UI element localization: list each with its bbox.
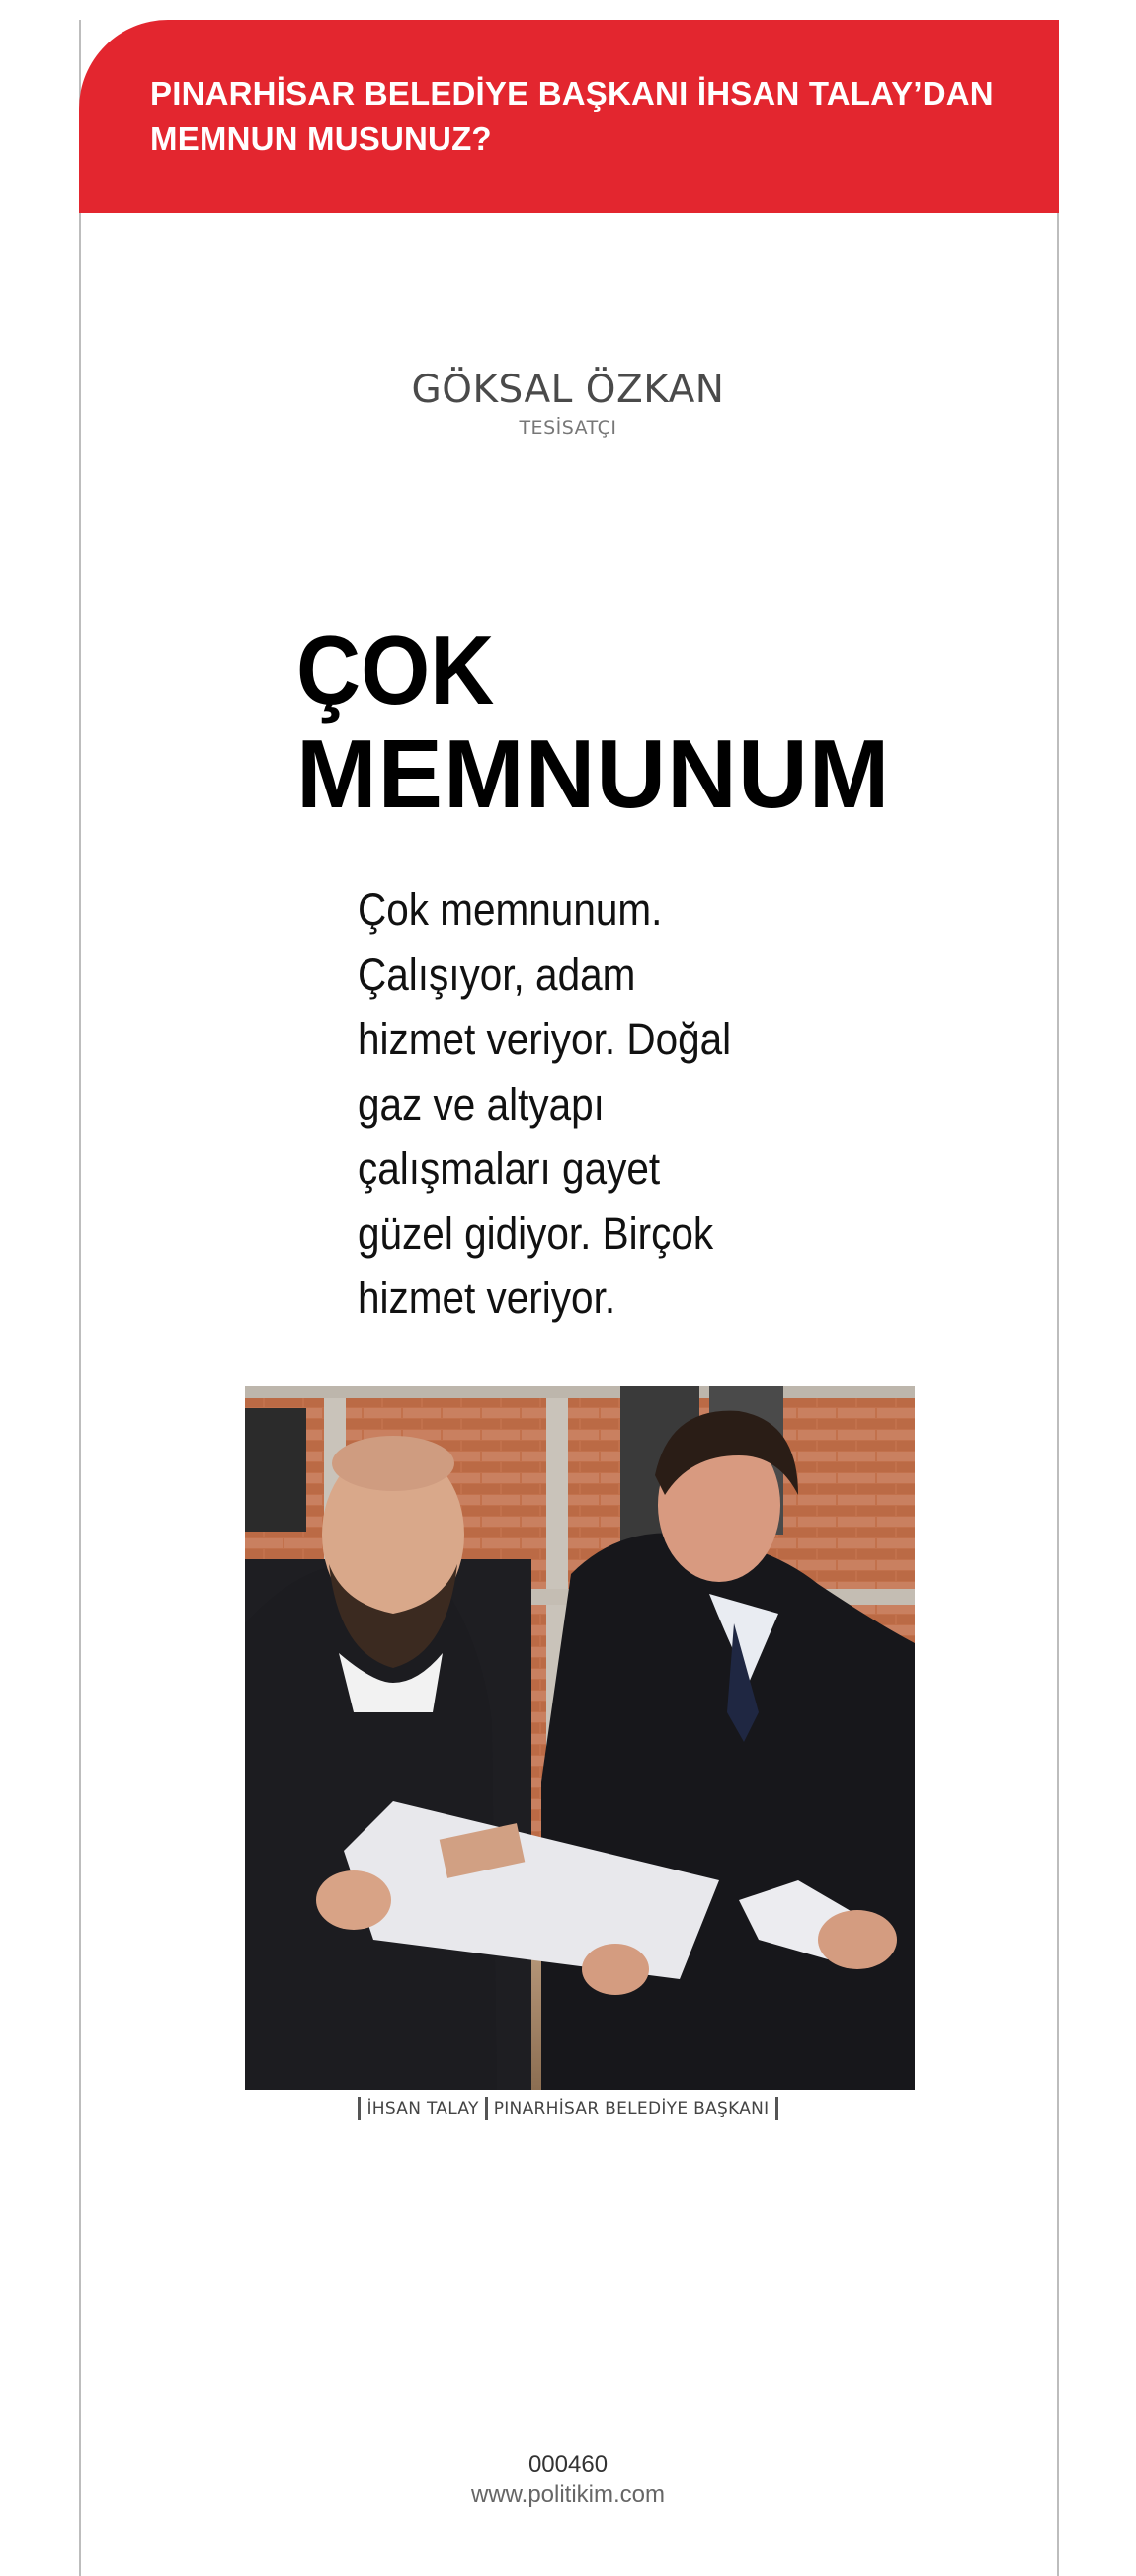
quote-line: hizmet veriyor. <box>358 1273 616 1323</box>
footer <box>0 2451 1136 2510</box>
caption-title: PINARHİSAR BELEDİYE BAŞKANI <box>493 2099 770 2119</box>
footer-code: 000460 <box>527 2451 609 2478</box>
header-title-line1: PINARHİSAR BELEDİYE BAŞKANI İHSAN TALAY’DAN <box>150 75 994 112</box>
header-banner <box>79 20 1059 213</box>
photo-caption <box>0 2097 1136 2120</box>
quote-line: hizmet veriyor. Doğal <box>358 1014 732 1064</box>
headline-line1: ÇOK <box>296 616 495 724</box>
quote-line: çalışmaları gayet <box>358 1143 661 1194</box>
quote-line: Çok memnunum. <box>358 884 663 935</box>
header-title-line2: MEMNUN MUSUNUZ? <box>150 121 492 157</box>
caption-name: İHSAN TALAY <box>366 2099 479 2119</box>
person-name: GÖKSAL ÖZKAN <box>411 368 725 412</box>
news-photo <box>245 1386 915 2090</box>
quote-line: Çalışıyor, adam <box>358 949 636 1000</box>
person-info <box>0 368 1136 439</box>
person-role: TESİSATÇI <box>519 417 617 439</box>
headline-line2: MEMNUNUM <box>296 719 891 828</box>
header-title <box>150 71 1039 162</box>
quote-line: güzel gidiyor. Birçok <box>358 1207 714 1259</box>
caption-divider <box>775 2097 778 2120</box>
caption-divider <box>485 2097 488 2120</box>
footer-site-link[interactable]: www.politikim.com <box>470 2481 666 2508</box>
headline <box>296 616 1047 828</box>
quote-line: gaz ve altyapı <box>358 1078 605 1129</box>
quote-text <box>358 877 749 1331</box>
caption-divider <box>358 2097 361 2120</box>
